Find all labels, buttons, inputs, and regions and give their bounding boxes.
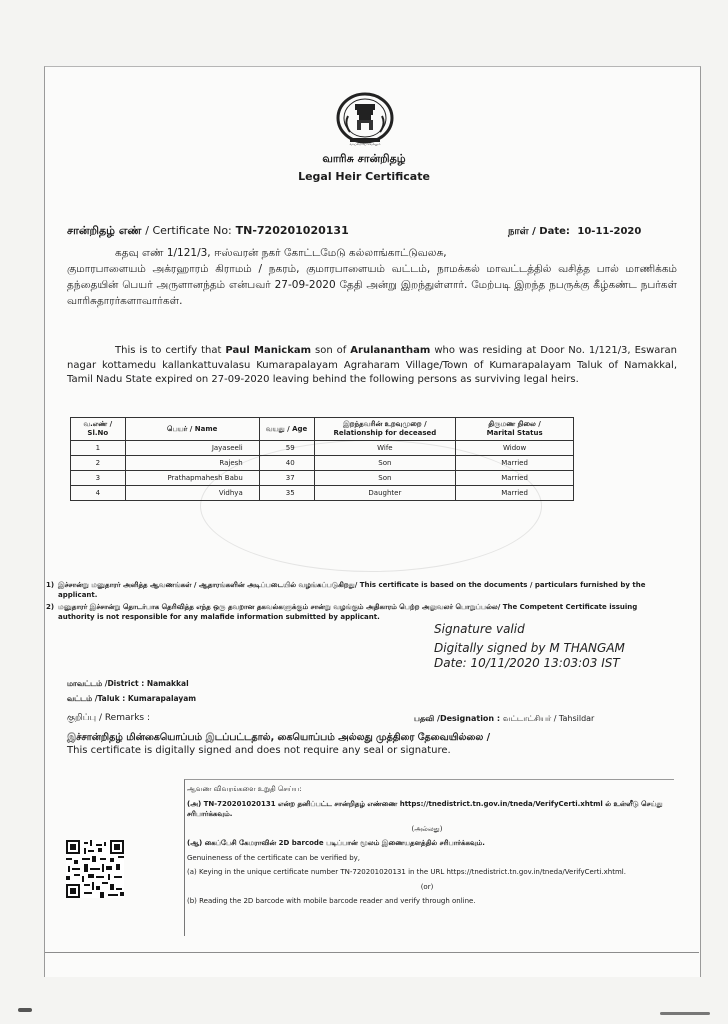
col-marital-status: திருமண நிலை / Marital Status: [456, 418, 574, 441]
scan-mark: [18, 1008, 32, 1012]
tamil-declaration-line1: கதவு எண் 1/121/3, ஈஸ்வரன் நகர் கோட்டமேடு கல்லாங்காட்டுவலசு,: [115, 247, 447, 259]
taluk-label: வட்டம் /Taluk :: [67, 694, 126, 703]
taluk-value: Kumarapalayam: [127, 694, 197, 703]
tamil-declaration: [67, 245, 677, 309]
cell-sl: 2: [71, 456, 126, 471]
emblem-caption: வாய்மையே வெல்லும்: [349, 142, 381, 146]
cell-relationship: Son: [314, 471, 456, 486]
cell-marital: Married: [456, 471, 574, 486]
district-label: மாவட்டம் /District :: [67, 679, 145, 688]
legal-heirs-table: [70, 417, 574, 501]
designation-value: வட்டாட்சியர் / Tahsildar: [502, 714, 595, 723]
page-bottom-rule: [45, 952, 699, 953]
signed-by: Digitally signed by M THANGAM: [434, 641, 625, 655]
verify-heading-tamil: ஆவண விவரங்களை உறுதி செய்ய:: [187, 785, 302, 793]
cell-name: Vidhya: [125, 486, 259, 501]
verify-option-b: (b) Reading the 2D barcode with mobile barcode reader and verify through online.: [187, 897, 476, 905]
digital-signature: [434, 622, 625, 671]
verify-option-b-tamil: (ஆ) கைப்பேசி கேமராவின் 2D barcode படிப்பான் மூலம் இணையதளத்தில் சரிபார்க்கவும்.: [187, 839, 485, 847]
deceased-name: Paul Manickam: [225, 345, 312, 356]
certificate-title: Legal Heir Certificate: [298, 170, 430, 183]
district-value: Namakkal: [146, 679, 189, 688]
qr-code-icon: [66, 840, 124, 898]
signature-date: Date: 10/11/2020 13:03:03 IST: [434, 656, 620, 670]
table-row: [71, 471, 574, 486]
certificate-number-line: [67, 224, 349, 239]
verify-or-tamil: (அல்லது): [411, 824, 443, 833]
col-name: பெயர் / Name: [125, 418, 259, 441]
digital-sign-note-tamil: இச்சான்றிதழ் மின்கையொப்பம் இடப்பட்டதால், கையொப்பம் அல்லது முத்திரை தேவையில்லை /: [67, 732, 491, 743]
digital-sign-note: [67, 731, 667, 757]
note-item: [46, 580, 661, 600]
note-item: [46, 602, 661, 622]
cell-age: 37: [259, 471, 314, 486]
cell-name: Jayaseeli: [125, 441, 259, 456]
cell-relationship: Son: [314, 456, 456, 471]
district-line: [67, 676, 196, 691]
certificate-number-label-tamil: சான்றிதழ் எண்: [67, 224, 142, 237]
tamil-declaration-body: குமாரபாளையம் அக்ரஹாரம் கிராமம் / நகரம், குமாரபாளையம் வட்டம், நாமக்கல் மாவட்டத்தில் வசித்த பால் மாணிக்கம் தந்தையின் பெயர் அருளானந்தம் என்பவர் 27-09-2020 தேதி அன்று இறந்துள்ளார். மேற்படி இறந்த நபருக்கு கீழ்கண்ட நபர்கள் வாரிசுதாரர்களாவார்கள்.: [67, 263, 677, 307]
designation-line: [414, 714, 594, 724]
digital-sign-note-english: This certificate is digitally signed and does not require any seal or signature.: [67, 745, 451, 756]
certificate-number-label: / Certificate No:: [145, 224, 232, 237]
col-sl-no: வ.எண் / Sl.No: [71, 418, 126, 441]
table-row: [71, 441, 574, 456]
table-row: [71, 456, 574, 471]
note-text: இச்சான்று மனுதாரர் அளித்த ஆவணங்கள் / ஆதாரங்களின் அடிப்படையில் வழங்கப்படுகிறது/ This certificate is based on the documents / particulars furnished by the applicant.: [58, 581, 646, 599]
cell-marital: Married: [456, 486, 574, 501]
cell-age: 59: [259, 441, 314, 456]
taluk-line: [67, 691, 196, 706]
cell-name: Prathapmahesh Babu: [125, 471, 259, 486]
verify-option-a: (a) Keying in the unique certificate number TN-720201020131 in the URL https://tnedistrict.tn.gov.in/tneda/VerifyCerti.xhtml.: [187, 868, 626, 876]
cell-name: Rajesh: [125, 456, 259, 471]
father-name: Arulanantham: [350, 345, 431, 356]
cell-sl: 1: [71, 441, 126, 456]
remarks-label: குறிப்பு / Remarks :: [67, 713, 150, 723]
cell-marital: Widow: [456, 441, 574, 456]
date-label: நாள் / Date:: [508, 226, 570, 237]
cell-relationship: Wife: [314, 441, 456, 456]
verify-or: (or): [420, 882, 434, 891]
certificate-number: TN-720201020131: [235, 224, 349, 237]
certificate-date: 10-11-2020: [577, 226, 642, 237]
table-row: [71, 486, 574, 501]
col-relationship: இறந்தவரின் உறவுமுறை / Relationship for deceased: [314, 418, 456, 441]
note-number: 1): [46, 581, 55, 589]
certificate-title-tamil: வாரிசு சான்றிதழ்: [322, 152, 406, 165]
cell-marital: Married: [456, 456, 574, 471]
table-header-row: [71, 418, 574, 441]
scan-mark: [660, 1012, 710, 1015]
verify-option-a-tamil: (அ) TN-720201020131 என்ற தனிப்பட்ட சான்றிதழ் எண்ணை https://tnedistrict.tn.gov.in/tneda/VerifyCerti.xhtml ல் உள்ளீடு செய்து சரிபார்க்கவும்.: [187, 799, 663, 818]
note-number: 2): [46, 603, 55, 611]
declaration-text: son of: [315, 345, 347, 356]
verification-instructions: [187, 784, 667, 911]
designation-label: பதவி /Designation :: [414, 714, 501, 723]
verify-heading: Genuineness of the certificate can be verified by,: [187, 853, 361, 862]
english-declaration: [67, 344, 677, 388]
certificate-notes: [46, 580, 661, 624]
declaration-text: This is to certify that: [115, 345, 222, 356]
location-block: [67, 676, 196, 706]
cell-sl: 3: [71, 471, 126, 486]
declaration-text: who was residing at Door No. 1/121/3, Eswaran nagar kottamedu kallankattuvalasu Kumarapalayam Agraharam Village/Town of Kumarapalayam Taluk of Namakkal, Tamil Nadu State expired on 27-09-2020 leaving behind the following persons as surviving legal heirs.: [67, 345, 677, 386]
date-line: [508, 226, 641, 238]
note-text: மனுதாரர் இச்சான்று தொடர்பாக தெரிவித்த எந்த ஒரு தவறான தகவல்களுக்கும் சான்று வழங்கும் அதிகாரம் பெற்ற அலுவலர் பொறுப்பல்ல/ The Competent Certificate issuing authority is not responsible for any malafide information submitted by applicant.: [58, 603, 638, 621]
cell-sl: 4: [71, 486, 126, 501]
cell-relationship: Daughter: [314, 486, 456, 501]
tamil-nadu-emblem-icon: [330, 90, 400, 150]
col-age: வயது / Age: [259, 418, 314, 441]
cell-age: 40: [259, 456, 314, 471]
cell-age: 35: [259, 486, 314, 501]
signature-valid: Signature valid: [434, 622, 525, 636]
